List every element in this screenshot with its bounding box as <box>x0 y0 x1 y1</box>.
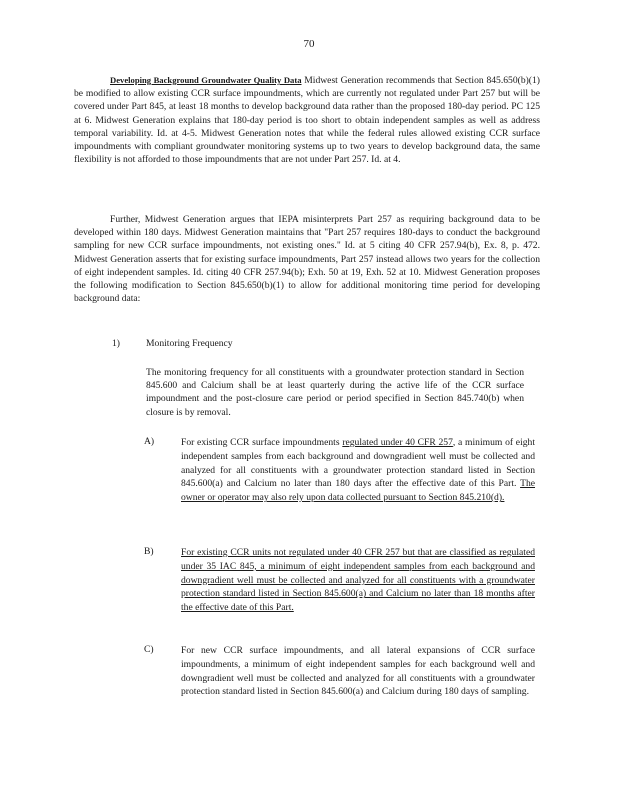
subitem-a-letter: A) <box>144 436 155 447</box>
paragraph-iepa-argument: Further, Midwest Generation argues that IEPA misinterprets Part 257 as requiring background data to be developed within 180 days. Midwest Generation maintains that "Part 257 requires 180-days to conduct the background sampling for new CCR surface impoundments, not existing ones." Id. at 5 citing 40 CFR 257.94(b), Ex. 8, p. 472. Midwest Generation asserts that for existing surface impoundments, Part 257 instead allows two years for the collection of eight independent samples. Id. citing 40 CFR 257.94(b); Exh. 50 at 19, Exh. 52 at 10. Midwest Generation proposes the following modification to Section 845.650(b)(1) to allow for additional monitoring time period for developing background data: <box>74 214 540 305</box>
list-item-title: Monitoring Frequency <box>146 338 233 349</box>
paragraph-monitoring-frequency: The monitoring frequency for all constituents with a groundwater protection standard in Section 845.600 and Calcium shall be at least quarterly during the active life of the CCR surface impoundment and the post-closure care period or period specified in Section 845.740(b) when closure is by removal. <box>146 367 524 418</box>
subitem-a-part2: , a minimum of eight independent samples from each background and downgradient well must be collected and analyzed for all constituents with a groundwater protection standard listed in Section 845.600(a) and Calcium no later than 180 days after the effective date of this Part. <box>181 437 535 490</box>
page-number: 70 <box>303 38 315 50</box>
subitem-a-text <box>181 436 535 505</box>
subitem-c-letter: C) <box>144 644 154 655</box>
list-item-number: 1) <box>112 338 120 349</box>
subitem-a-inserted1: regulated under 40 CFR 257 <box>342 437 453 448</box>
subitem-a-inserted2: The owner or operator may also rely upon data collected pursuant to Section 845.210(d). <box>181 478 535 504</box>
subitem-b-text: For existing CCR units not regulated under 40 CFR 257 but that are classified as regulated under 35 IAC 845, a minimum of eight independent samples from each background and downgradient well must be collected and analyzed for all constituents with a groundwater protection standard listed in Section 845.600(a) and Calcium no later than 18 months after the effective date of this Part. <box>181 547 535 614</box>
section-heading: Developing Background Groundwater Quality Data <box>110 75 302 85</box>
paragraph-background-data <box>74 74 540 166</box>
subitem-b-letter: B) <box>144 546 154 557</box>
paragraph-text: Midwest Generation recommends that Section 845.650(b)(1) be modified to allow existing CCR surface impoundments, which are currently not regulated under Part 257 but will be covered under Part 845, at least 18 months to develop background data rather than the proposed 180-day period. PC 125 at 6. Midwest Generation explains that 180-day period is too short to obtain independent samples as well as address temporal variability. Id. at 4-5. Midwest Generation notes that while the federal rules allowed existing CCR surface impoundments with compliant groundwater monitoring systems up to two years to develop background data, the same flexibility is not afforded to those impoundments that are not under Part 257. Id. at 4. <box>74 75 540 166</box>
subitem-a-part1: For existing CCR surface impoundments <box>181 437 343 448</box>
subitem-c-text: For new CCR surface impoundments, and all lateral expansions of CCR surface impoundments, a minimum of eight independent samples for each background well and downgradient well must be collected and analyzed for all constituents with a groundwater protection standard listed in Section 845.600(a) and Calcium during 180 days of sampling. <box>181 645 535 698</box>
